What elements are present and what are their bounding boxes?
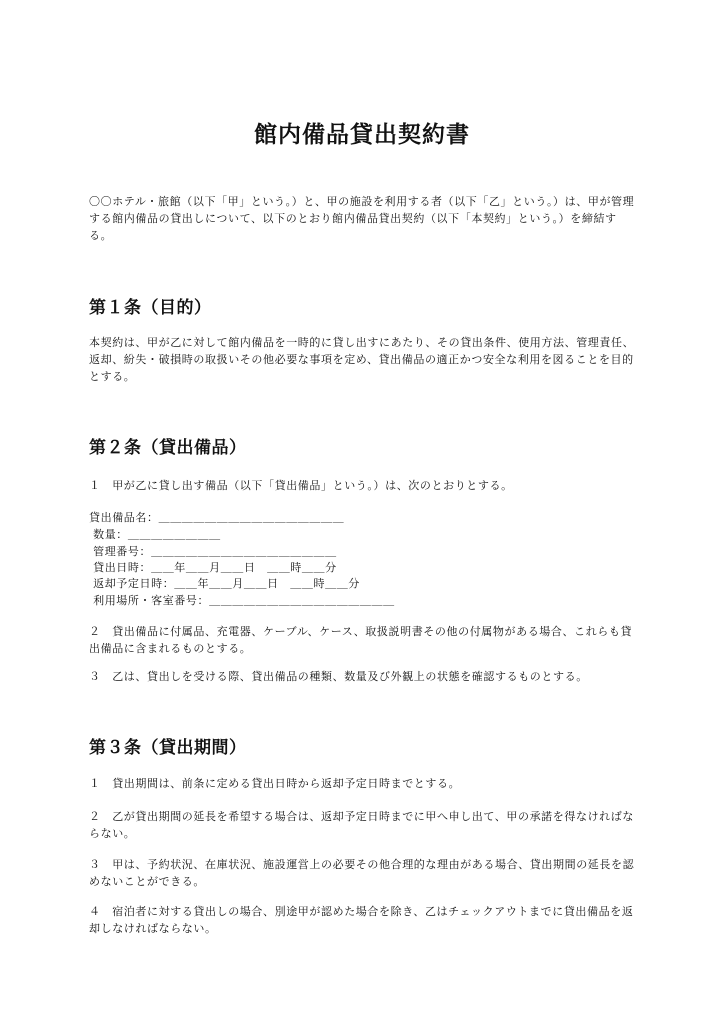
article-2-paragraph-2: ２ 貸出備品に付属品、充電器、ケーブル、ケース、取扱説明書その他の付属物がある場合、これらも貸出備品に含まれるものとする。: [89, 625, 633, 655]
field-item-name: 貸出備品名：＿＿＿＿＿＿＿＿＿＿＿＿＿＿＿＿: [89, 511, 345, 524]
field-lending-datetime: 貸出日時：＿＿年＿＿月＿＿日 ＿＿時＿＿分: [89, 561, 337, 574]
document-title: 館内備品貸出契約書: [254, 122, 470, 148]
article-2-paragraph-3: ３ 乙は、貸出しを受ける際、貸出備品の種類、数量及び外観上の状態を確認するものとする。: [89, 670, 588, 683]
field-return-datetime: 返却予定日時：＿＿年＿＿月＿＿日 ＿＿時＿＿分: [89, 577, 360, 590]
article-1-text: 本契約は、甲が乙に対して館内備品を一時的に貸し出すにあたり、その貸出条件、使用方法、管理責任、返却、紛失・破損時の取扱いその他必要な事項を定め、貸出備品の適正かつ安全な利用を図ることを目的とする。: [89, 336, 635, 383]
article-3-paragraph-2: ２ 乙が貸出期間の延長を希望する場合は、返却予定日時までに甲へ申し出て、甲の承諾を得なければならない。: [89, 810, 634, 840]
article-2-paragraph-1: １ 甲が乙に貸し出す備品（以下「貸出備品」という。）は、次のとおりとする。: [89, 479, 513, 492]
field-quantity: 数量：＿＿＿＿＿＿＿＿: [89, 528, 221, 541]
field-control-number: 管理番号：＿＿＿＿＿＿＿＿＿＿＿＿＿＿＿＿: [89, 545, 337, 558]
article-2-heading: 第２条（貸出備品）: [89, 438, 247, 458]
article-3-paragraph-1: １ 貸出期間は、前条に定める貸出日時から返却予定日時までとする。: [89, 777, 461, 790]
article-3-paragraph-3: ３ 甲は、予約状況、在庫状況、施設運営上の必要その他合理的な理由がある場合、貸出期間の延長を認めないことができる。: [89, 858, 635, 888]
intro-paragraph: 〇〇ホテル・旅館（以下「甲」という。）と、甲の施設を利用する者（以下「乙」という。）は、甲が管理する館内備品の貸出しについて、以下のとおり館内備品貸出契約（以下「本契約」という。）を締結する。: [89, 195, 635, 242]
article-3-paragraph-4: ４ 宿泊者に対する貸出しの場合、別途甲が認めた場合を除き、乙はチェックアウトまでに貸出備品を返却しなければならない。: [89, 905, 634, 935]
article-3-heading: 第３条（貸出期間）: [89, 738, 247, 758]
field-location-room: 利用場所・客室番号：＿＿＿＿＿＿＿＿＿＿＿＿＿＿＿＿: [89, 594, 395, 607]
article-1-heading: 第１条（目的）: [89, 298, 212, 318]
